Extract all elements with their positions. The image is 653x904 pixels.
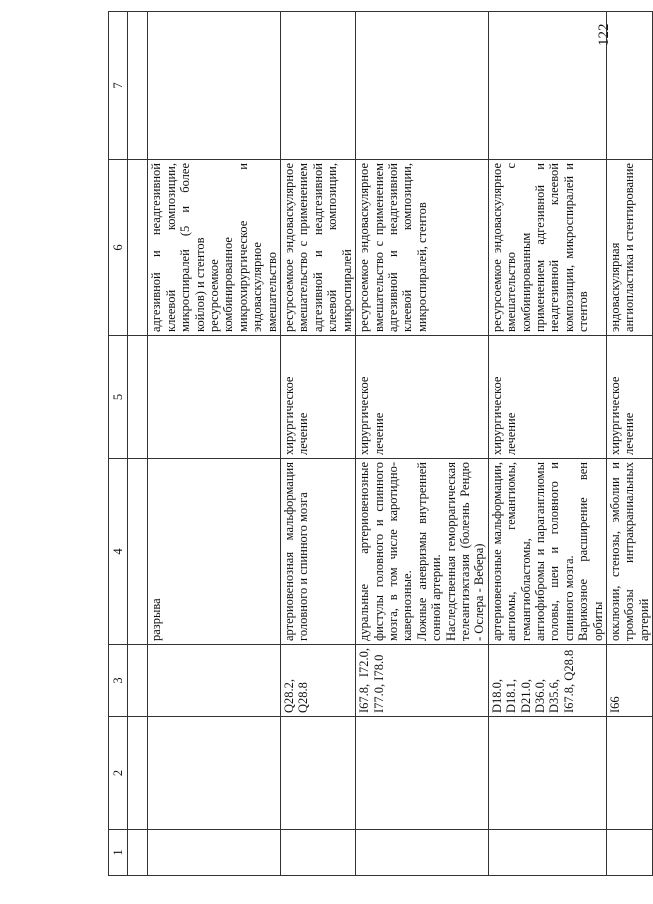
header-col-6: 6 <box>109 160 128 336</box>
header-col-4: 4 <box>109 459 128 645</box>
row-4-diagnosis: артериовенозные мальформации, ангиомы, гемангиомы, гемангиобластомы, ангиофибромы и параганглиомы головы, шеи и головного и спинного мозга. Варикозное расширение вен орбиты <box>488 459 606 645</box>
row-2-treatment: хирургическое лечение <box>281 336 356 459</box>
row-1-method: адгезивной и неадгезивной клеевой композиции, микроспиралей (5 и более койлов) и стентов ресурсоемкое комбинированное микрохирургическое и эндоваскулярное вмешательство <box>148 160 281 336</box>
header-col-1: 1 <box>109 830 128 876</box>
table-row <box>148 12 281 876</box>
header-col-7: 7 <box>109 12 128 160</box>
row-4-method: ресурсоемкое эндоваскулярное вмешательство с комбинированным применением адгезивной и неадгезивной клеевой композиции, микроспиралей и стентов <box>488 160 606 336</box>
row-5-col-7 <box>607 12 653 160</box>
row-1-treatment <box>148 336 281 459</box>
row-1-col-7 <box>148 12 281 160</box>
row-4-codes: D18.0, D18.1, D21.0, D36.0, D35.6, I67.8, Q28.8 <box>488 645 606 717</box>
row-1-codes <box>148 645 281 717</box>
row-1-diagnosis: разрыва <box>148 459 281 645</box>
row-3-col-7 <box>356 12 489 160</box>
row-4-col-1 <box>488 830 606 876</box>
row-3-codes: I67.8, I72.0, I77.0, I78.0 <box>356 645 489 717</box>
row-2-col-7 <box>281 12 356 160</box>
row-2-col-2 <box>281 717 356 830</box>
row-5-col-2 <box>607 717 653 830</box>
row-3-diagnosis: дуральные артериовенозные фистулы головного и спинного мозга, в том числе каротидно-кавернозные. Ложные аневризмы внутренней сонной артерии. Наследственная геморрагическая телеангиэктазия (болезнь Рендю - Ослера - Вебера) <box>356 459 489 645</box>
header-col-2: 2 <box>109 717 128 830</box>
row-2-method: ресурсоемкое эндоваскулярное вмешательство с применением адгезивной и неадгезивной клеевой композиции, микроспиралей <box>281 160 356 336</box>
row-3-treatment: хирургическое лечение <box>356 336 489 459</box>
row-5-treatment: хирургическое лечение <box>607 336 653 459</box>
row-5-method: эндоваскулярная ангиопластика и стентирование <box>607 160 653 336</box>
procedures-table <box>108 11 653 876</box>
spacer-row <box>128 12 148 876</box>
table-row <box>281 12 356 876</box>
row-1-col-1 <box>148 830 281 876</box>
row-2-diagnosis: артериовенозная мальформация головного и спинного мозга <box>281 459 356 645</box>
row-1-col-2 <box>148 717 281 830</box>
header-col-5: 5 <box>109 336 128 459</box>
row-2-codes: Q28.2, Q28.8 <box>281 645 356 717</box>
row-4-treatment: хирургическое лечение <box>488 336 606 459</box>
row-3-method: ресурсоемкое эндоваскулярное вмешательство с применением адгезивной и неадгезивной клеевой композиции, микроспиралей, стентов <box>356 160 489 336</box>
table-row <box>488 12 606 876</box>
row-4-col-2 <box>488 717 606 830</box>
row-3-col-1 <box>356 830 489 876</box>
table-row <box>607 12 653 876</box>
header-col-3: 3 <box>109 645 128 717</box>
row-5-codes: I66 <box>607 645 653 717</box>
row-4-col-7 <box>488 12 606 160</box>
page-number: 122 <box>596 23 612 46</box>
table-header-row <box>109 12 128 876</box>
row-3-col-2 <box>356 717 489 830</box>
row-2-col-1 <box>281 830 356 876</box>
row-5-col-1 <box>607 830 653 876</box>
row-5-diagnosis: окклюзии, стенозы, эмболии и тромбозы интракраниальных артерий <box>607 459 653 645</box>
table-row <box>356 12 489 876</box>
